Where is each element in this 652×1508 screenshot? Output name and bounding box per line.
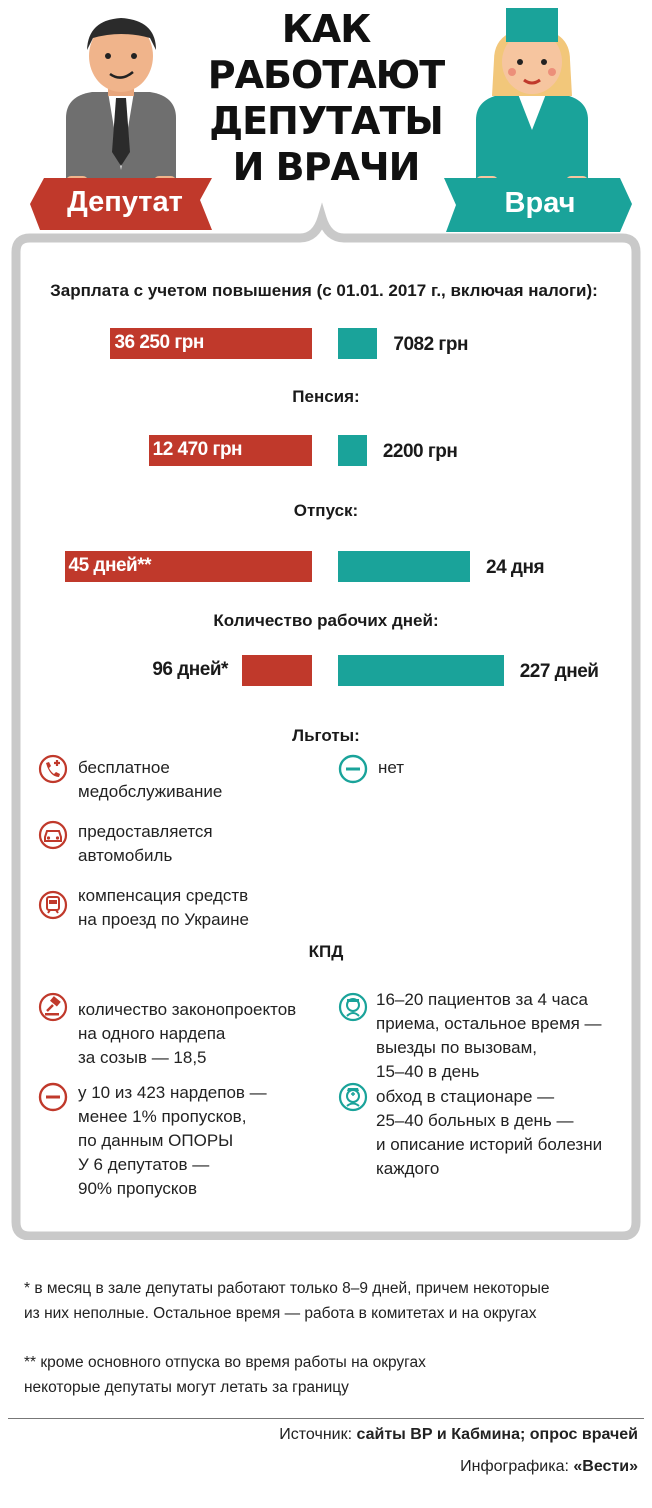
kpd-deputy-bills [78,998,296,1070]
category-pension-title: Пенсия: [292,387,360,406]
kpd-deputy-absences [78,1081,267,1201]
title-line-4: И ВРАЧИ [232,145,420,189]
kpd-line: 15–40 в день [376,1062,480,1081]
benefit-line: нет [378,758,405,777]
divider [8,1418,644,1419]
doctor-value-label: 2200 грн [382,441,458,462]
gavel-icon [38,992,68,1022]
benefit-line: на проезд по Украине [78,910,249,929]
doctor-bar [338,435,367,466]
category-vacation-title: Отпуск: [293,501,359,520]
doctor-value-label: 24 дня [486,557,545,578]
kpd-title: КПД [308,942,344,961]
benefit-deputy-travel [78,884,249,932]
deputy-value-label: 36 250 грн [114,332,204,353]
kpd-line: на одного нардепа [78,1024,226,1043]
credit-value: «Вести» [573,1458,638,1475]
kpd-line: 90% пропусков [78,1179,197,1198]
medical-phone-icon [38,754,68,784]
nurse-icon [338,1082,368,1112]
doctor-icon [338,992,368,1022]
kpd-line: обход в стационаре — [376,1087,555,1106]
minus-icon [338,754,368,784]
benefit-deputy-medical [78,756,222,804]
kpd-line: количество законопроектов [78,1000,297,1019]
kpd-line: менее 1% пропусков, [78,1107,247,1126]
title-line-1: КАК [281,7,371,51]
doctor-bar [338,655,504,686]
title-line-2: РАБОТАЮТ [207,53,445,97]
footnote-line: ** кроме основного отпуска во время работы на округах [24,1354,426,1371]
doctor-value-label: 7082 грн [393,334,468,355]
car-icon [38,820,68,850]
deputy-bar [242,655,312,686]
benefit-line: компенсация средств [78,886,249,905]
credit-line [460,1458,638,1476]
benefit-deputy-car [78,820,213,868]
kpd-doctor-rounds [376,1085,602,1181]
benefit-line: медобслуживание [78,782,223,801]
benefit-line: бесплатное [78,758,170,777]
kpd-line: У 6 депутатов — [78,1155,210,1174]
kpd-line: 16–20 пациентов за 4 часа [376,990,588,1009]
footnote-line: * в месяц в зале депутаты работают только 8–9 дней, причем некоторые [24,1280,550,1297]
benefit-line: автомобиль [78,846,173,865]
train-icon [38,890,68,920]
deputy-value-label: 96 дней* [152,659,228,680]
doctor-value-label: 227 дней [519,661,599,682]
footnote-line: некоторые депутаты могут летать за границу [24,1379,349,1396]
kpd-line: по данным ОПОРЫ [78,1131,234,1150]
benefit-doctor-none [378,756,404,780]
category-workdays-title: Количество рабочих дней: [213,611,439,630]
kpd-doctor-patients [376,988,602,1084]
footnote-line: из них неполные. Остальное время — работа в комитетах и на округах [24,1305,537,1322]
benefits-title: Льготы: [292,726,360,745]
title-line-3: ДЕПУТАТЫ [209,99,443,143]
kpd-line: выезды по вызовам, [376,1038,538,1057]
doctor-figure [476,8,588,188]
kpd-line: каждого [376,1159,440,1178]
deputy-value-label: 12 470 грн [152,439,243,460]
deputy-label: Депутат [67,186,183,218]
doctor-bar [338,328,377,359]
kpd-line: 25–40 больных в день — [376,1111,574,1130]
category-salary-title: Зарплата с учетом повышения (с 01.01. 2017 г., включая налоги): [50,281,598,300]
deputy-value-label: 45 дней** [68,555,151,576]
footnote-vacation [24,1350,426,1400]
benefit-line: предоставляется [78,822,213,841]
doctor-bar [338,551,470,582]
kpd-line: за созыв — 18,5 [78,1048,207,1067]
doctor-label: Врач [504,187,576,219]
kpd-line: и описание историй болезни [376,1135,603,1154]
kpd-line: приема, остальное время — [376,1014,602,1033]
source-line [279,1426,638,1444]
minus-icon [38,1082,68,1112]
deputy-figure [66,18,176,188]
source-label: Источник: [279,1426,353,1443]
credit-label: Инфографика: [460,1458,569,1475]
kpd-line: у 10 из 423 нардепов — [78,1083,267,1102]
footnote-workdays [24,1276,549,1326]
source-value: сайты ВР и Кабмина; опрос врачей [356,1426,638,1443]
